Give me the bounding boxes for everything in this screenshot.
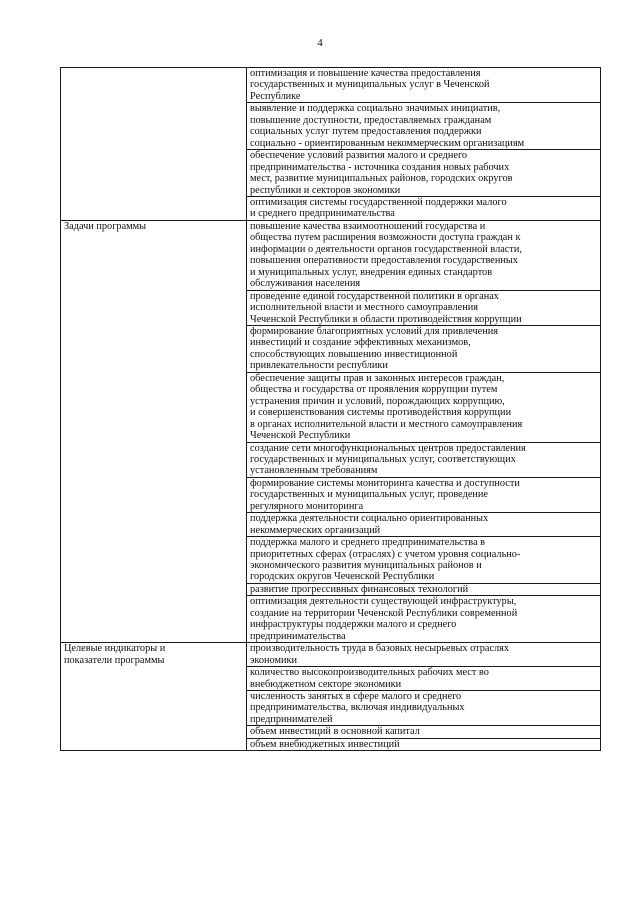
table-cell: производительность труда в базовых несырьевых отраслях экономики <box>247 643 601 667</box>
table-cell: поддержка деятельности социально ориентированных некоммерческих организаций <box>247 513 601 537</box>
table-cell: количество высокопроизводительных рабочих мест во внебюджетном секторе экономики <box>247 667 601 691</box>
table-cell: развитие прогрессивных финансовых технологий <box>247 583 601 595</box>
row-label-indicators: Целевые индикаторы и показатели программы <box>61 643 247 751</box>
table-cell: оптимизация деятельности существующей инфраструктуры, создание на территории Чеченской Республики современной инфраструктуры поддержки малого и среднего предпринимательства <box>247 596 601 643</box>
table-cell: формирование благоприятных условий для привлечения инвестиций и создание эффективных механизмов, способствующих повышению инвестиционной привлекательности республики <box>247 325 601 372</box>
table-cell: выявление и поддержка социально значимых инициатив, повышение доступности, предоставляемых гражданам социальных услуг путем предоставления поддержки социально - ориентированным некоммерческим организациям <box>247 103 601 150</box>
table-cell: численность занятых в сфере малого и среднего предпринимательства, включая индивидуальных предпринимателей <box>247 691 601 726</box>
table-row <box>61 643 601 667</box>
row-label-tasks: Задачи программы <box>61 220 247 642</box>
table-cell: формирование системы мониторинга качества и доступности государственных и муниципальных услуг, проведение регулярного мониторинга <box>247 477 601 512</box>
program-passport-table <box>60 67 601 751</box>
table-cell: проведение единой государственной политики в органах исполнительной власти и местного самоуправления Чеченской Республики в области противодействия коррупции <box>247 290 601 325</box>
page-number: 4 <box>317 37 323 49</box>
table-cell: обеспечение защиты прав и законных интересов граждан, общества и государства от проявления коррупции путем устранения причин и условий, порождающих коррупцию, и совершенствования системы противодействия коррупции в органах исполнительной власти и местного самоуправления Чеченской Республики <box>247 372 601 442</box>
table-row <box>61 68 601 103</box>
table-cell: поддержка малого и среднего предпринимательства в приоритетных сферах (отраслях) с учетом уровня социально- экономического развития муниципальных районов и городских округов Чеченской Республики <box>247 537 601 584</box>
table-cell: оптимизация и повышение качества предоставления государственных и муниципальных услуг в Чеченской Республике <box>247 68 601 103</box>
table-cell: обеспечение условий развития малого и среднего предпринимательства - источника создания новых рабочих мест, развитие муниципальных районов, городских округов республики и секторов экономики <box>247 150 601 197</box>
table-cell: объем инвестиций в основной капитал <box>247 726 601 738</box>
table-cell: создание сети многофункциональных центров предоставления государственных и муниципальных услуг, соответствующих установленным требованиям <box>247 442 601 477</box>
table-cell: повышение качества взаимоотношений государства и общества путем расширения возможности доступа граждан к информации о деятельности органов государственной власти, повышения оперативности предоставления государственных и муниципальных услуг, внедрения единых стандартов обслуживания населения <box>247 220 601 290</box>
table-row <box>61 220 601 290</box>
row-label-empty <box>61 68 247 221</box>
table-cell: оптимизация системы государственной поддержки малого и среднего предпринимательства <box>247 196 601 220</box>
table-cell: объем внебюджетных инвестиций <box>247 738 601 750</box>
